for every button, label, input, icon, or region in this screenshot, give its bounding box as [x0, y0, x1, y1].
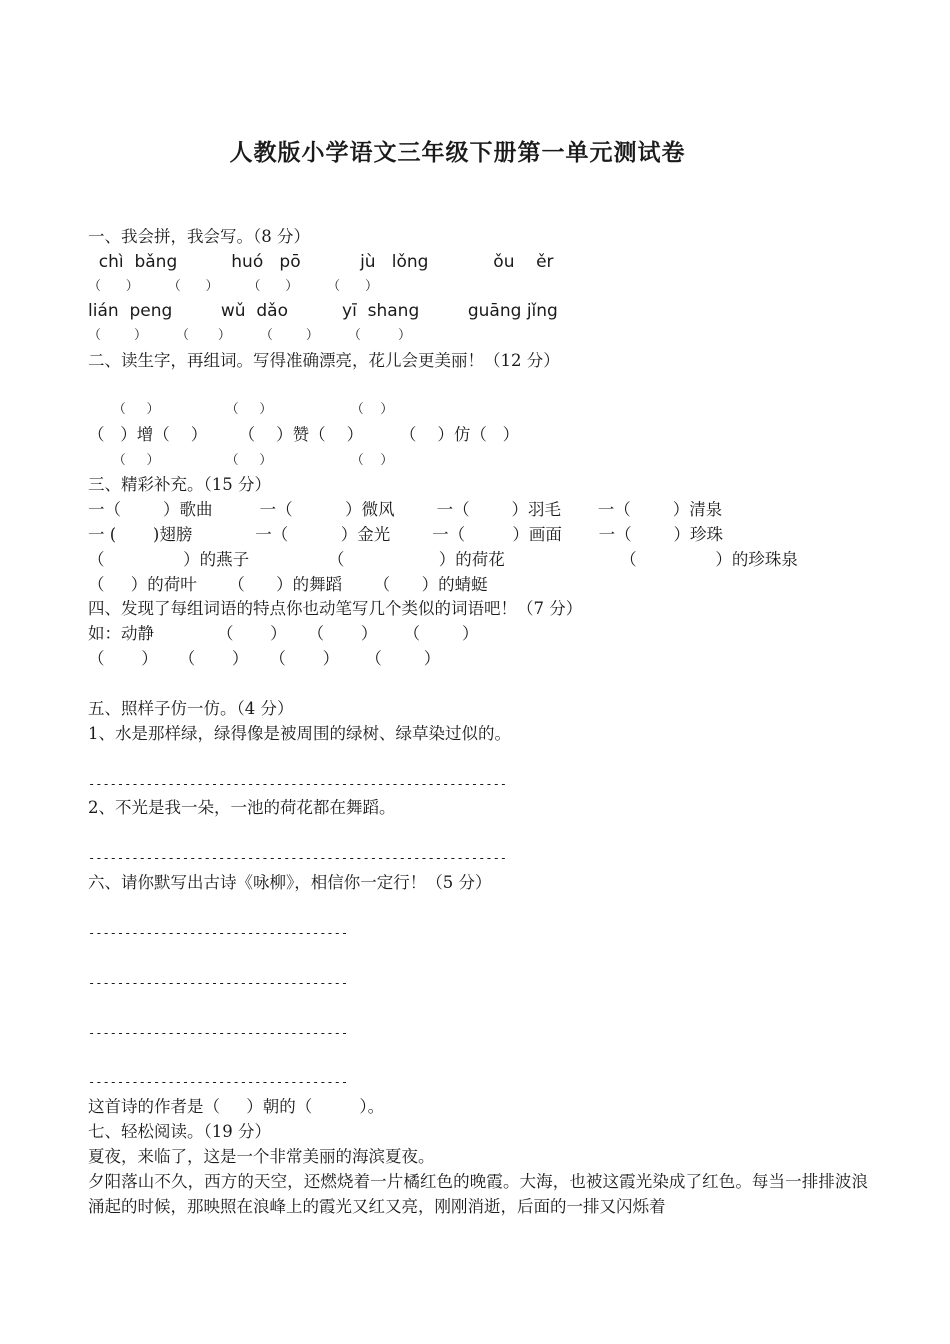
- poem-line1[interactable]: ------------------------------------: [88, 926, 349, 940]
- section2-row3[interactable]: （ ） （ ） （ ）: [88, 453, 394, 468]
- reading-paragraph1: 夏夜，来临了，这是一个非常美丽的海滨夏夜。: [88, 1147, 435, 1166]
- section2-row2[interactable]: （ ）增（ ） （ ）赞（ ） （ ）仿（ ）: [88, 425, 520, 444]
- section1-pinyin-row1: chì bǎng huó pō jù lǒng ǒu ěr: [88, 252, 554, 272]
- section4-row2[interactable]: （ ） （ ） （ ） （ ）: [88, 649, 441, 668]
- section1-pinyin-row2: lián peng wǔ dǎo yī shang guāng jǐng: [88, 301, 558, 321]
- section5-heading: 五、照样子仿一仿。（4 分）: [88, 699, 294, 718]
- reading-paragraph2: 夕阳落山不久，西方的天空，还燃烧着一片橘红色的晚霞。大海，也被这霞光染成了红色。每当一排排波浪涌起的时候，那映照在浪峰上的霞光又红又亮，刚刚消逝，后面的一排又闪烁着: [88, 1172, 868, 1216]
- section4-heading: 四、发现了每组词语的特点你也动笔写几个类似的词语吧！（7 分）: [88, 599, 583, 618]
- section5-answer-line1[interactable]: ----------------------------------------------------------: [88, 777, 508, 791]
- section5-answer-line2[interactable]: ----------------------------------------------------------: [88, 851, 508, 865]
- poem-author-question[interactable]: 这首诗的作者是（ ）朝的（ ）。: [88, 1097, 385, 1116]
- section5-question2: 2、不光是我一朵，一池的荷花都在舞蹈。: [88, 798, 396, 817]
- section3-row4[interactable]: （ ）的荷叶 （ ）的舞蹈 （ ）的蜻蜓: [88, 575, 488, 594]
- section3-row2[interactable]: 一 ( )翅膀 一（ ）金光 一（ ）画面 一（ ）珍珠: [88, 525, 724, 544]
- section7-heading: 七、轻松阅读。（19 分）: [88, 1122, 271, 1141]
- poem-line4[interactable]: ------------------------------------: [88, 1075, 349, 1089]
- poem-line3[interactable]: ------------------------------------: [88, 1026, 349, 1040]
- section6-heading: 六、请你默写出古诗《咏柳》，相信你一定行！（5 分）: [88, 873, 492, 892]
- section4-row1[interactable]: 如：动静 （ ） （ ） （ ）: [88, 624, 479, 643]
- section5-question1: 1、水是那样绿，绿得像是被周围的绿树、绿草染过似的。: [88, 724, 511, 743]
- section2-row1[interactable]: （ ） （ ） （ ）: [88, 402, 394, 417]
- section3-heading: 三、精彩补充。（15 分）: [88, 475, 271, 494]
- section3-row3[interactable]: （ ）的燕子 （ ）的荷花 （ ）的珍珠泉: [88, 550, 798, 569]
- section3-row1[interactable]: 一（ ）歌曲 一（ ）微风 一（ ）羽毛 一（ ）清泉: [88, 500, 723, 519]
- page-title: 人教版小学语文三年级下册第一单元测试卷: [229, 139, 686, 166]
- poem-line2[interactable]: ------------------------------------: [88, 976, 349, 990]
- section2-heading: 二、读生字，再组词。写得准确漂亮，花儿会更美丽！（12 分）: [88, 351, 560, 370]
- section1-heading: 一、我会拼，我会写。（8 分）: [88, 227, 310, 246]
- section1-blanks-row1[interactable]: （ ） （ ） （ ） （ ）: [88, 279, 378, 294]
- section1-blanks-row2[interactable]: （ ） （ ） （ ） （ ）: [88, 328, 412, 343]
